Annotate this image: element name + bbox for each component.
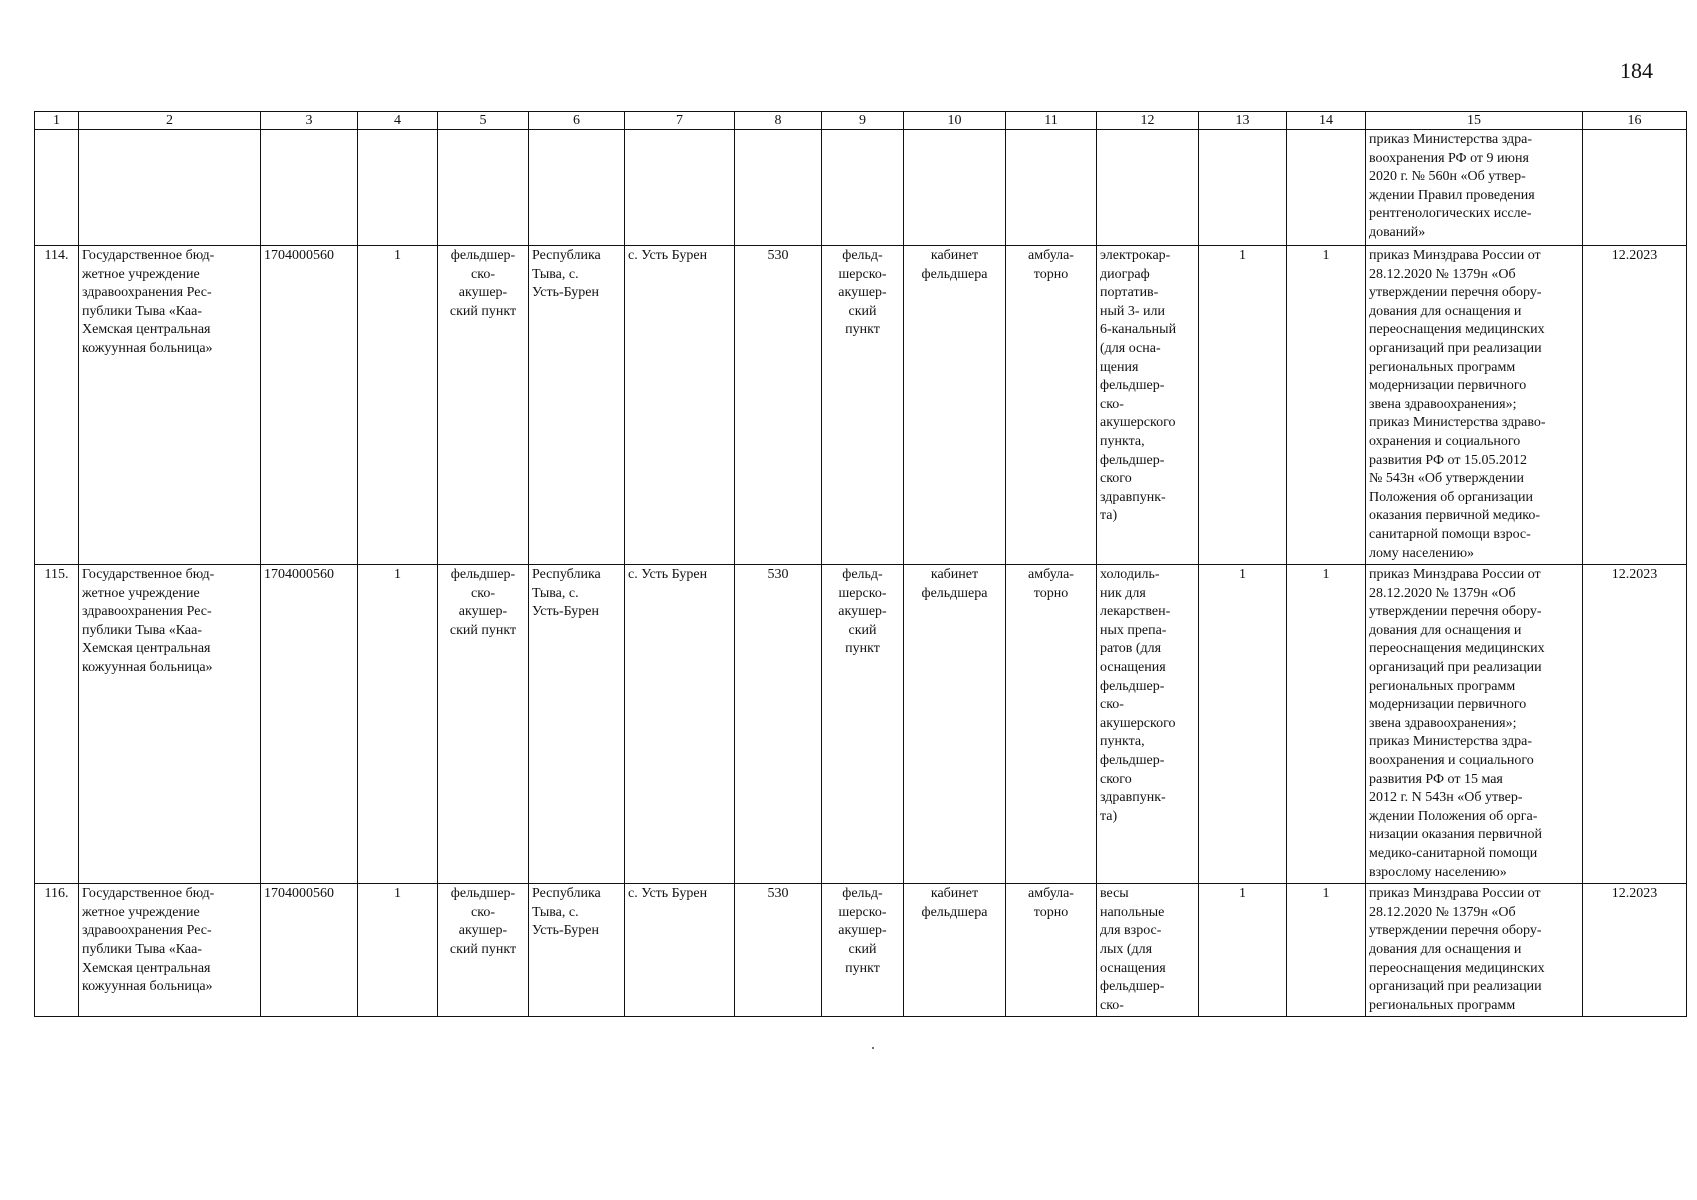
col9-cell: фельд- шерско- акушер- ский пункт bbox=[822, 246, 904, 565]
equipment-cell: весы напольные для взрос- лых (для оснащения фельдшер- ско- bbox=[1097, 884, 1199, 1017]
table-row bbox=[35, 246, 1687, 565]
facility-type-cell: фельдшер- ско- акушер- ский пункт bbox=[438, 246, 529, 565]
table-cell bbox=[1287, 130, 1366, 246]
date-cell: 12.2023 bbox=[1583, 565, 1687, 884]
organization-cell: Государственное бюд- жетное учреждение здравоохранения Рес- публики Тыва «Каа- Хемская центральная кожуунная больница» bbox=[79, 565, 261, 884]
col11-cell: амбула- торно bbox=[1006, 246, 1097, 565]
col14-cell: 1 bbox=[1287, 246, 1366, 565]
page-number: 184 bbox=[1620, 58, 1653, 83]
col13-cell: 1 bbox=[1199, 884, 1287, 1017]
header-cell: 1 bbox=[35, 112, 79, 130]
header-cell: 13 bbox=[1199, 112, 1287, 130]
header-cell: 5 bbox=[438, 112, 529, 130]
facility-type-cell: фельдшер- ско- акушер- ский пункт bbox=[438, 884, 529, 1017]
col4-cell: 1 bbox=[358, 565, 438, 884]
col4-cell: 1 bbox=[358, 246, 438, 565]
header-cell: 8 bbox=[735, 112, 822, 130]
table-row bbox=[35, 884, 1687, 1017]
header-cell: 10 bbox=[904, 112, 1006, 130]
legal-basis-cell: приказ Министерства здра- воохранения РФ от 9 июня 2020 г. № 560н «Об утвер- ждении Правил проведения рентгенологических иссле- дований» bbox=[1366, 130, 1583, 246]
header-cell: 14 bbox=[1287, 112, 1366, 130]
col13-cell: 1 bbox=[1199, 565, 1287, 884]
header-row bbox=[35, 112, 1687, 130]
col4-cell: 1 bbox=[358, 884, 438, 1017]
continuation-row bbox=[35, 130, 1687, 246]
header-cell: 11 bbox=[1006, 112, 1097, 130]
table-cell bbox=[1006, 130, 1097, 246]
col14-cell: 1 bbox=[1287, 565, 1366, 884]
organization-cell: Государственное бюд- жетное учреждение здравоохранения Рес- публики Тыва «Каа- Хемская центральная кожуунная больница» bbox=[79, 246, 261, 565]
col13-cell: 1 bbox=[1199, 246, 1287, 565]
equipment-cell: электрокар- диограф портатив- ный 3- или 6-канальный (для осна- щения фельдшер- ско- акушерского пункта, фельдшер- ского здравпунк- та) bbox=[1097, 246, 1199, 565]
col14-cell: 1 bbox=[1287, 884, 1366, 1017]
row-number: 116. bbox=[35, 884, 79, 1017]
table-cell bbox=[79, 130, 261, 246]
col8-cell: 530 bbox=[735, 246, 822, 565]
table-cell bbox=[904, 130, 1006, 246]
organization-cell: Государственное бюд- жетное учреждение здравоохранения Рес- публики Тыва «Каа- Хемская центральная кожуунная больница» bbox=[79, 884, 261, 1017]
col9-cell: фельд- шерско- акушер- ский пункт bbox=[822, 565, 904, 884]
locality-cell: с. Усть Бурен bbox=[625, 884, 735, 1017]
col8-cell: 530 bbox=[735, 884, 822, 1017]
region-cell: Республика Тыва, с. Усть-Бурен bbox=[529, 884, 625, 1017]
col10-cell: кабинет фельдшера bbox=[904, 884, 1006, 1017]
table-cell bbox=[1583, 130, 1687, 246]
table-cell bbox=[438, 130, 529, 246]
table-cell bbox=[1199, 130, 1287, 246]
col11-cell: амбула- торно bbox=[1006, 565, 1097, 884]
code-cell: 1704000560 bbox=[261, 565, 358, 884]
header-cell: 12 bbox=[1097, 112, 1199, 130]
header-cell: 6 bbox=[529, 112, 625, 130]
region-cell: Республика Тыва, с. Усть-Бурен bbox=[529, 565, 625, 884]
header-cell: 9 bbox=[822, 112, 904, 130]
col10-cell: кабинет фельдшера bbox=[904, 565, 1006, 884]
legal-basis-cell: приказ Минздрава России от 28.12.2020 № 1379н «Об утверждении перечня обору- дования для оснащения и переоснащения медицинских организаций при реализации региональных программ модернизации первичного звена здравоохранения»; приказ Министерства здраво- охранения и социального развития РФ от 15.05.2012 № 543н «Об утверждении Положения об организации оказания первичной медико- санитарной помощи взрос- лому населению» bbox=[1366, 246, 1583, 565]
table-cell bbox=[1097, 130, 1199, 246]
equipment-cell: холодиль- ник для лекарствен- ных препа- ратов (для оснащения фельдшер- ско- акушерского пункта, фельдшер- ского здравпунк- та) bbox=[1097, 565, 1199, 884]
header-cell: 15 bbox=[1366, 112, 1583, 130]
header-cell: 4 bbox=[358, 112, 438, 130]
table-cell bbox=[35, 130, 79, 246]
table-cell bbox=[735, 130, 822, 246]
code-cell: 1704000560 bbox=[261, 884, 358, 1017]
date-cell: 12.2023 bbox=[1583, 884, 1687, 1017]
region-cell: Республика Тыва, с. Усть-Бурен bbox=[529, 246, 625, 565]
locality-cell: с. Усть Бурен bbox=[625, 246, 735, 565]
code-cell: 1704000560 bbox=[261, 246, 358, 565]
col8-cell: 530 bbox=[735, 565, 822, 884]
col9-cell: фельд- шерско- акушер- ский пункт bbox=[822, 884, 904, 1017]
header-cell: 16 bbox=[1583, 112, 1687, 130]
table-cell bbox=[261, 130, 358, 246]
table-cell bbox=[358, 130, 438, 246]
table-cell bbox=[529, 130, 625, 246]
locality-cell: с. Усть Бурен bbox=[625, 565, 735, 884]
header-cell: 3 bbox=[261, 112, 358, 130]
row-number: 114. bbox=[35, 246, 79, 565]
equipment-table bbox=[34, 111, 1687, 1017]
header-cell: 7 bbox=[625, 112, 735, 130]
scan-speck bbox=[872, 1047, 874, 1049]
table-row bbox=[35, 565, 1687, 884]
legal-basis-cell: приказ Минздрава России от 28.12.2020 № 1379н «Об утверждении перечня обору- дования для оснащения и переоснащения медицинских организаций при реализации региональных программ bbox=[1366, 884, 1583, 1017]
row-number: 115. bbox=[35, 565, 79, 884]
table-cell bbox=[625, 130, 735, 246]
date-cell: 12.2023 bbox=[1583, 246, 1687, 565]
legal-basis-cell: приказ Минздрава России от 28.12.2020 № 1379н «Об утверждении перечня обору- дования для оснащения и переоснащения медицинских организаций при реализации региональных программ модернизации первичного звена здравоохранения»; приказ Министерства здра- воохранения и социального развития РФ от 15 мая 2012 г. N 543н «Об утвер- ждении Положения об орга- низации оказания первичной медико-санитарной помощи взрослому населению» bbox=[1366, 565, 1583, 884]
col11-cell: амбула- торно bbox=[1006, 884, 1097, 1017]
header-cell: 2 bbox=[79, 112, 261, 130]
facility-type-cell: фельдшер- ско- акушер- ский пункт bbox=[438, 565, 529, 884]
col10-cell: кабинет фельдшера bbox=[904, 246, 1006, 565]
table-cell bbox=[822, 130, 904, 246]
